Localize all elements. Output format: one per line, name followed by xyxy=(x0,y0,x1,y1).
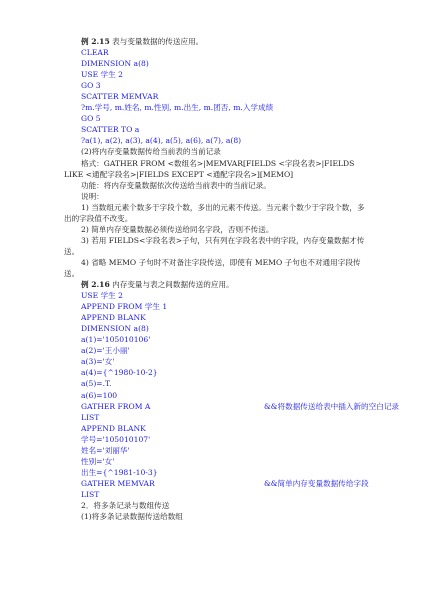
code-line: a(2)='王小丽' xyxy=(81,346,130,356)
code-line: LIST xyxy=(81,489,100,499)
code-line: SCATTER MEMVAR xyxy=(81,92,159,102)
code-line: DIMENSION a(8) xyxy=(81,324,149,334)
code-line: APPEND BLANK xyxy=(81,313,146,323)
code-line: CLEAR xyxy=(81,48,109,58)
example-2-15-title: 例 2.15 表与变量数据的传送应用。 xyxy=(81,37,204,46)
subsection-heading: (1)将多条记录数据传送给数组 xyxy=(81,512,183,522)
section-heading: 2．将多条记录与数组传送 xyxy=(81,500,170,510)
code-line: a(3)='女' xyxy=(81,357,115,367)
code-line: LIST xyxy=(81,412,100,422)
code-line: a(6)=100 xyxy=(81,390,118,400)
code-line: USE 学生 2 xyxy=(81,291,123,301)
code-line-with-comment: GATHER MEMVAR &&简单内存变量数据传给字段 xyxy=(81,478,369,488)
code-comment: &&简单内存变量数据传给字段 xyxy=(264,478,369,488)
code-comment: &&将数据传送给表中插入新的空白记录 xyxy=(264,401,400,411)
code-line: USE 学生 2 xyxy=(81,70,123,80)
code-line: 学号='105010107' xyxy=(81,434,151,444)
code-line: SCATTER TO a xyxy=(81,125,140,135)
note-item: 3) 若用 FIELDS<字段名表>子句，只有列在字段名表中的字段，内存变量数据才传送。 xyxy=(64,235,365,256)
example-2-16-title: 例 2.16 内存变量与表之间数据传送的应用。 xyxy=(81,280,234,290)
code-line-with-comment: GATHER FROM A &&将数据传送给表中插入新的空白记录 xyxy=(81,401,400,411)
code-line: 出生={^1981-10-3} xyxy=(81,467,158,477)
code-line: 性别='女' xyxy=(81,456,115,466)
note-label: 说明： xyxy=(81,191,104,201)
code-line: ?a(1), a(2), a(3), a(4), a(5), a(6), a(7), a(8) xyxy=(81,136,242,146)
code-line: 姓名='刘丽华' xyxy=(81,445,130,455)
code-line: APPEND FROM 学生 1 xyxy=(81,302,168,312)
code-line: GO 5 xyxy=(81,114,101,124)
code-line: APPEND BLANK xyxy=(81,423,146,433)
format-paragraph: 格式：GATHER FROM <数组名>|MEMVAR[FIELDS <字段名表>|FIELDS LIKE <通配字段名>|FIELDS EXCEPT <通配字段名>][MEMO] xyxy=(64,158,355,179)
function-paragraph: 功能：将内存变量数据依次传送给当前表中的当前记录。 xyxy=(81,180,271,190)
section-heading: (2)将内存变量数据传给当前表的当前记录 xyxy=(81,147,221,157)
note-item: 2) 简单内存变量数据必须传送给同名字段，否则不传送。 xyxy=(81,224,274,234)
code-line: a(4)={^1980-10-2} xyxy=(81,368,158,378)
code-line: a(1)='105010106' xyxy=(81,335,151,345)
code-line: GO 3 xyxy=(81,81,101,91)
code-line: a(5)=.T. xyxy=(81,379,112,389)
code-line: DIMENSION a(8) xyxy=(81,59,149,69)
note-item: 4) 省略 MEMO 子句时不对备注字段传送，即使有 MEMO 子句也不对通用字段传送。 xyxy=(64,257,361,278)
note-item: 1) 当数组元素个数多于字段个数，多出的元素不传送。当元素个数少于字段个数，多出的字段值不改变。 xyxy=(64,202,365,223)
code-line: ?m.学号, m.姓名, m.性别, m.出生, m.团否, m.入学成绩 xyxy=(81,103,274,113)
